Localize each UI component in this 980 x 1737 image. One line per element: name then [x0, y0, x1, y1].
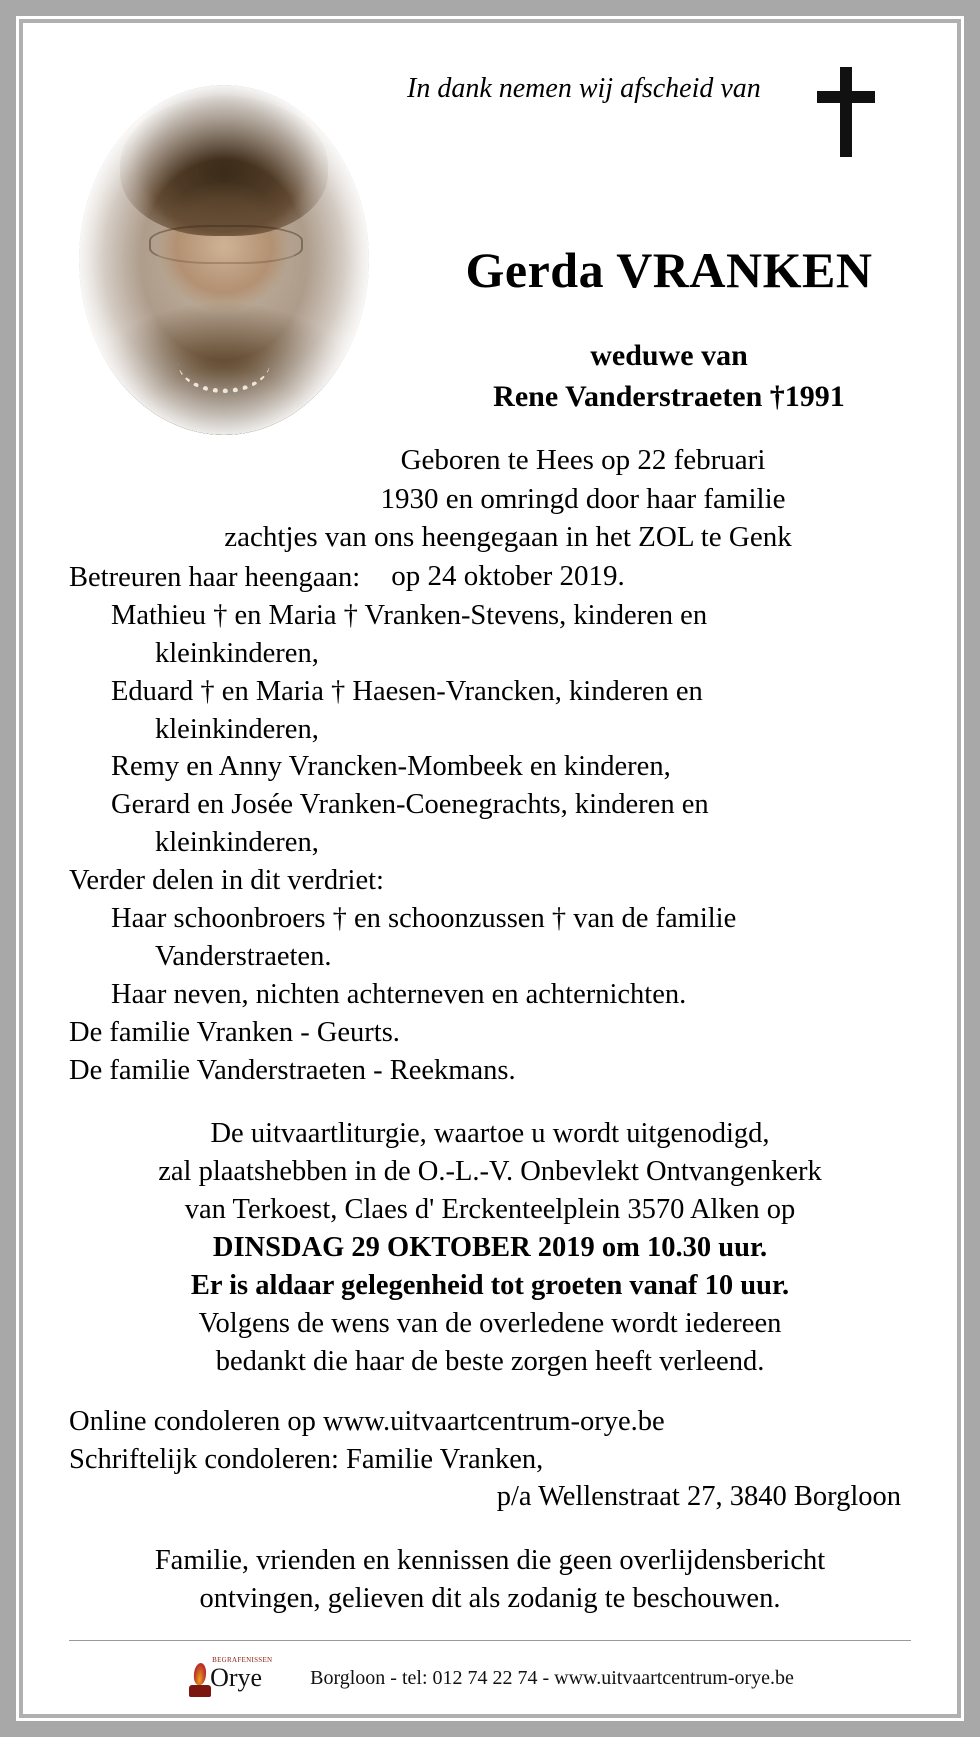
- logo-tagline: BEGRAFENISSEN: [212, 1656, 273, 1665]
- condolence-written: Schriftelijk condoleren: Familie Vranken,: [69, 1443, 544, 1475]
- service-thanks-line-1: Volgens de wens van de overledene wordt iedereen: [198, 1307, 782, 1339]
- footer-contact: Borgloon - tel: 012 74 22 74 - www.uitvaartcentrum-orye.be: [310, 1666, 794, 1689]
- portrait-photo: [79, 85, 369, 435]
- card-sheet: [23, 23, 957, 1714]
- cross-horizontal-bar: [817, 91, 875, 103]
- service-line-2: zal plaatshebben in de O.-L.-V. Onbevlekt Ontvangenkerk: [158, 1156, 822, 1188]
- spouse-name: Rene Vanderstraeten †1991: [493, 380, 845, 414]
- mourner-family: De familie Vanderstraeten - Reekmans.: [69, 1054, 516, 1086]
- mourner-entry: Haar neven, nichten achterneven en achternichten.: [111, 978, 687, 1010]
- spouse-block: [389, 335, 949, 418]
- general-notice: [23, 1542, 957, 1618]
- survivors-section: [23, 559, 957, 862]
- birth-death-block: [63, 441, 953, 595]
- service-section: [23, 1115, 957, 1380]
- survivor-entry: Remy en Anny Vrancken-Mombeek en kinderen,: [111, 751, 671, 783]
- mourner-entry-cont: Vanderstraeten.: [155, 940, 332, 972]
- flame-shape: [193, 1663, 207, 1685]
- survivor-entry-cont: kleinkinderen,: [155, 827, 319, 859]
- flame-base: [189, 1685, 211, 1697]
- latin-cross-icon: [817, 67, 875, 157]
- spouse-label: weduwe van: [590, 339, 748, 372]
- service-line-1: De uitvaartliturgie, waartoe u wordt uitgenodigd,: [210, 1118, 770, 1150]
- card-footer: [23, 1655, 957, 1701]
- card-frame: [16, 16, 964, 1721]
- mourners-heading: Verder delen in dit verdriet:: [69, 865, 384, 897]
- birth-line-2: 1930 en omringd door haar familie: [380, 482, 786, 515]
- survivor-entry-cont: kleinkinderen,: [155, 713, 319, 745]
- intro-text: In dank nemen wij afscheid van: [407, 73, 761, 104]
- notice-line-1: Familie, vrienden en kennissen die geen overlijdensbericht: [154, 1545, 826, 1577]
- birth-line-4: op 24 oktober 2019.: [391, 559, 625, 592]
- orye-logo: [186, 1655, 294, 1701]
- condolence-address: p/a Wellenstraat 27, 3840 Borgloon: [496, 1481, 901, 1513]
- service-greeting-time: Er is aldaar gelegenheid tot groeten vanaf 10 uur.: [190, 1270, 790, 1302]
- mourner-entry: Haar schoonbroers † en schoonzussen † van de familie: [111, 903, 737, 935]
- mourner-family: De familie Vranken - Geurts.: [69, 1016, 400, 1048]
- flame-logo-icon: [188, 1663, 212, 1697]
- service-thanks-line-2: bedankt die haar de beste zorgen heeft verleend.: [215, 1345, 765, 1377]
- condolence-online[interactable]: Online condoleren op www.uitvaartcentrum-orye.be: [69, 1405, 665, 1437]
- mourners-section: [23, 862, 957, 1089]
- footer-divider: [69, 1640, 911, 1641]
- birth-line-1: Geboren te Hees op 22 februari: [400, 444, 766, 476]
- deceased-name: Gerda VRANKEN: [465, 242, 873, 298]
- survivors-heading: Betreuren haar heengaan:: [69, 562, 361, 593]
- service-line-3: van Terkoest, Claes d' Erckenteelplein 3570 Alken op: [184, 1194, 796, 1226]
- notice-line-2: ontvingen, gelieven dit als zodanig te beschouwen.: [199, 1583, 781, 1615]
- condolences-section: [23, 1403, 957, 1517]
- birth-line-3: zachtjes van ons heengegaan in het ZOL te Genk: [224, 521, 792, 554]
- survivor-entry-cont: kleinkinderen,: [155, 637, 319, 669]
- service-datetime: DINSDAG 29 OKTOBER 2019 om 10.30 uur.: [212, 1232, 768, 1264]
- portrait-vignette: [79, 85, 369, 435]
- cross-vertical-bar: [840, 67, 852, 157]
- logo-wordmark: Orye: [210, 1663, 263, 1693]
- survivor-entry: Gerard en Josée Vranken-Coenegrachts, kinderen en: [111, 789, 709, 821]
- survivor-entry: Mathieu † en Maria † Vranken-Stevens, kinderen en: [111, 599, 708, 631]
- survivor-entry: Eduard † en Maria † Haesen-Vrancken, kinderen en: [111, 675, 703, 707]
